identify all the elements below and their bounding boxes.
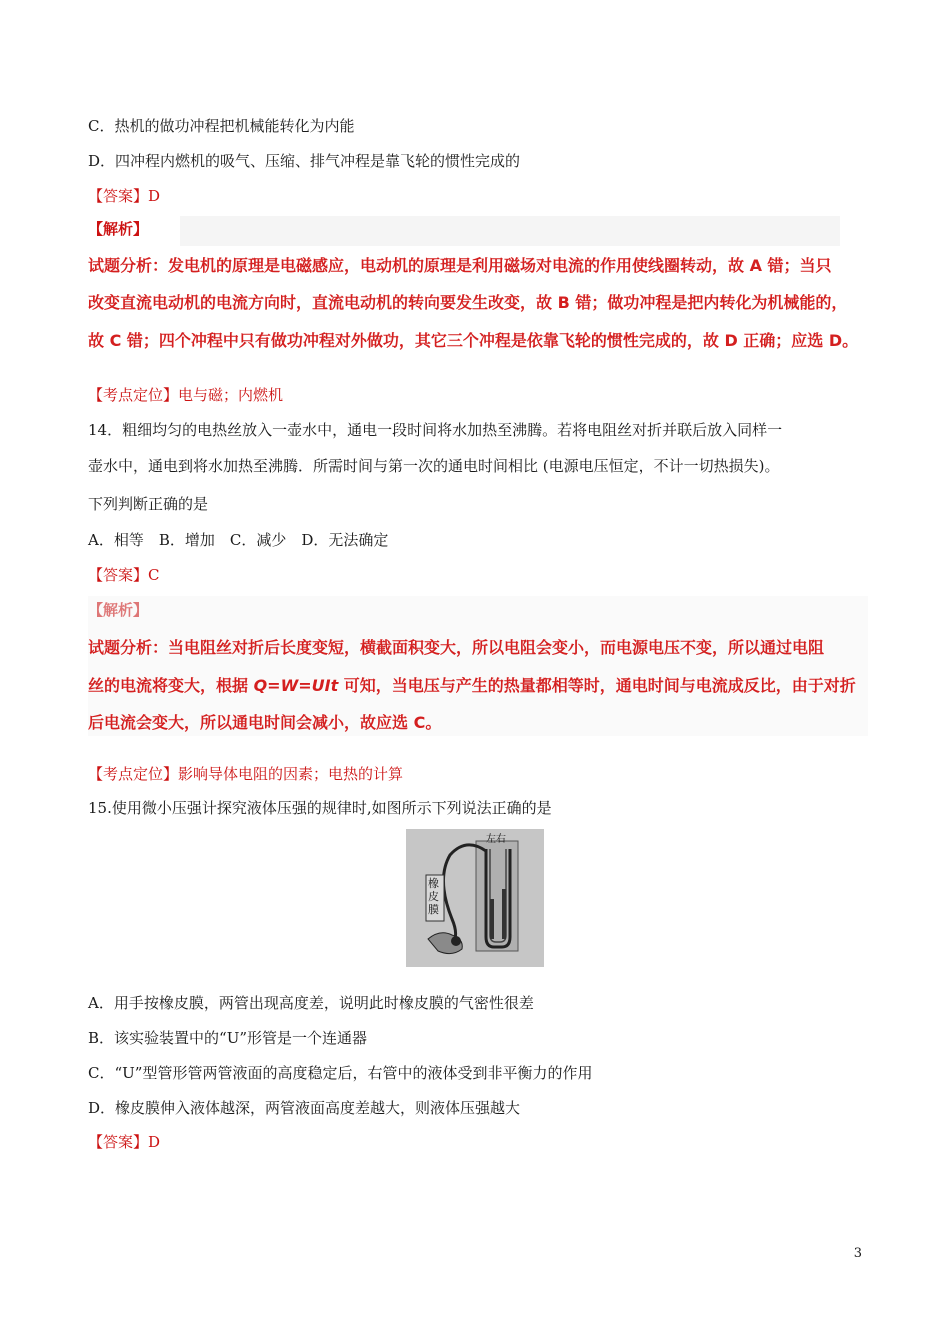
q14-stem-line-1: 14．粗细均匀的电热丝放入一壶水中，通电一段时间将水加热至沸腾。若将电阻丝对折并联后放入同样一 [88,421,783,439]
q13-analysis-line-1: 试题分析：发电机的原理是电磁感应，电动机的原理是利用磁场对电流的作用使线圈转动，故 A 错；当只 [88,256,832,275]
q14-formula: Q=W=UIt [253,676,339,695]
q15-answer: 【答案】D [88,1133,161,1151]
q13-analysis-line-3: 故 C 错；四个冲程中只有做功冲程对外做功，其它三个冲程是依靠飞轮的惯性完成的，故 D 正确；应选 D。 [88,331,859,350]
u-tube-manometer-figure [406,829,544,967]
q14-analysis-line-2: 丝的电流将变大，根据 Q=W=UIt 可知，当电压与产生的热量都相等时，通电时间与电流成反比，由于对折 [88,676,856,695]
q13-analysis-heading: 【解析】 [88,220,149,238]
manometer-illustration [406,829,544,967]
q15-option-c: C．“U”型管形管两管液面的高度稳定后，右管中的液体受到非平衡力的作用 [88,1064,593,1082]
q15-option-d: D．橡皮膜伸入液体越深，两管液面高度差越大，则液体压强越大 [88,1099,521,1117]
q14-analysis-heading: 【解析】 [88,601,149,619]
q15-option-b: B．该实验装置中的“U”形管是一个连通器 [88,1029,368,1047]
q14-analysis-line-1: 试题分析：当电阻丝对折后长度变短，横截面积变大，所以电阻会变小，而电源电压不变，所以通过电阻 [88,638,825,657]
q13-answer: 【答案】D [88,187,161,205]
page-number: 3 [853,1246,862,1261]
q13-analysis-line-2: 改变直流电动机的电流方向时，直流电动机的转向要发生改变，故 B 错；做功冲程是把内转化为机械能的， [88,293,848,312]
q13-option-c: C．热机的做功冲程把机械能转化为内能 [88,117,355,135]
left-right-label: 左右 [486,834,506,845]
q14-topic: 【考点定位】影响导体电阻的因素；电热的计算 [88,765,404,783]
q14-stem-line-2: 壶水中，通电到将水加热至沸腾．所需时间与第一次的通电时间相比 (电源电压恒定，不计一切热损失)。 [88,457,780,475]
q14-answer: 【答案】C [88,566,160,584]
q13-topic: 【考点定位】电与磁；内燃机 [88,386,284,404]
q15-option-a: A．用手按橡皮膜，两管出现高度差，说明此时橡皮膜的气密性很差 [88,994,534,1012]
q14-stem-line-3: 下列判断正确的是 [88,495,209,513]
membrane-label: 橡皮膜 [428,877,439,916]
q14-analysis-line-3: 后电流会变大，所以通电时间会减小，故应选 C。 [88,713,442,732]
watermark-band [180,216,840,246]
q15-stem: 15.使用微小压强计探究液体压强的规律时,如图所示下列说法正确的是 [88,799,552,817]
q14-options: A．相等 B．增加 C．减少 D．无法确定 [88,531,389,549]
q13-option-d: D．四冲程内燃机的吸气、压缩、排气冲程是靠飞轮的惯性完成的 [88,152,521,170]
